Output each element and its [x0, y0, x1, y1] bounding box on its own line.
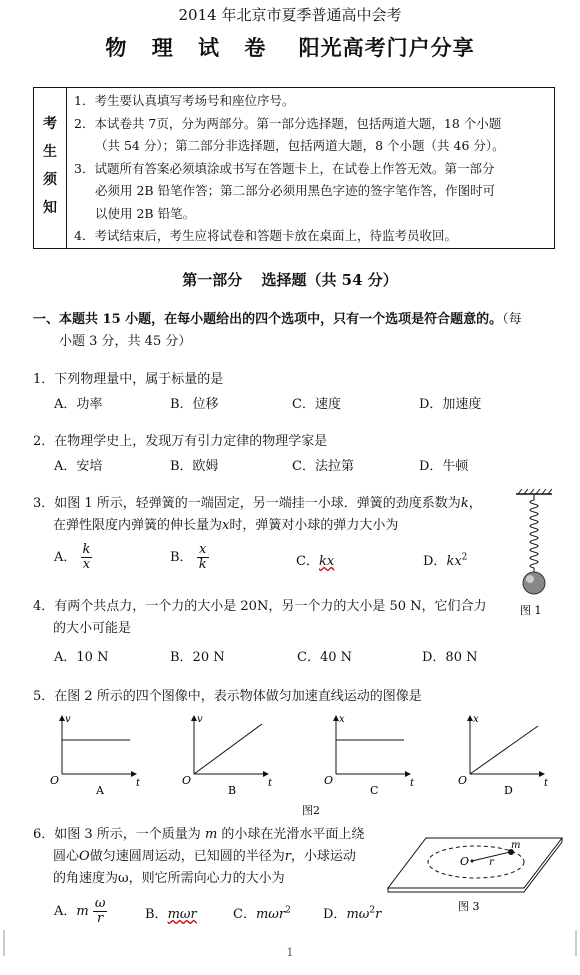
graph-d-xlabel: t: [544, 778, 549, 789]
subject-char: 物: [105, 35, 128, 60]
question-6-stem: [33, 824, 403, 890]
figure-2-caption: 图2: [302, 804, 320, 817]
center-point: [471, 860, 474, 863]
q6-var-m: m: [204, 827, 218, 842]
graph-a-ylabel: v: [65, 714, 71, 725]
q4-option-a[interactable]: A．10 N: [54, 650, 109, 665]
question-2-stem: 2．在物理学史上，发现万有引力定律的物理学家是: [33, 434, 328, 449]
section-title: 选择题（共 54 分）: [261, 271, 398, 289]
graph-b-origin: O: [182, 774, 192, 787]
q6-stem-text: 做匀速圆周运动，已知圆的半径为: [89, 849, 285, 864]
subject-char: 理: [151, 35, 174, 60]
publisher-label: 阳光高考门户分享: [298, 35, 475, 60]
q6-stem-text: 圆心: [53, 849, 80, 864]
q2-option-b[interactable]: B．欧姆: [170, 459, 219, 474]
notice-side-char: 生: [43, 144, 57, 160]
part-one-lead: 一、本题共 15 小题，在每小题给出的四个选项中，只有一个选项是符合题意的。: [33, 312, 503, 327]
figure-3-circular-motion: [386, 832, 566, 916]
q6-var-r: r: [284, 849, 291, 864]
notice-side-char: 考: [43, 116, 57, 132]
notice-line: 1．考生要认真填写考场号和座位序号。: [74, 93, 295, 108]
question-1-options: [0, 393, 580, 413]
question-2-options: [0, 455, 580, 475]
option-letter: C．: [233, 907, 256, 922]
question-6-options: [0, 897, 400, 931]
exponent: 2: [285, 905, 291, 916]
option-expression: kx: [318, 554, 335, 569]
graph-c: [324, 714, 415, 797]
q6-var-o: O: [79, 849, 90, 864]
fraction-denominator: k: [198, 557, 207, 572]
fraction-denominator: x: [82, 557, 91, 572]
notice-line: 2．本试卷共 7页，分为两部分。第一部分选择题，包括两道大题，18 个小题: [74, 115, 502, 131]
option-expression: kx: [446, 554, 462, 569]
option-letter: D．: [423, 554, 447, 569]
exponent: 2: [369, 905, 376, 916]
spring-coil: [530, 494, 538, 572]
q6-stem-text: 的小球在光滑水平面上绕: [221, 827, 365, 842]
graph-c-xlabel: t: [410, 778, 415, 789]
graph-d: [458, 714, 549, 797]
figure-1-caption: 图 1: [520, 604, 542, 617]
notice-items: [74, 90, 550, 248]
q3-option-d[interactable]: [423, 550, 467, 569]
option-letter: A．: [54, 904, 77, 919]
q1-option-b[interactable]: B．位移: [170, 397, 219, 412]
option-expression: mωr: [167, 907, 197, 922]
option-letter: B．: [170, 550, 193, 565]
option-expression: r: [375, 907, 382, 922]
q2-option-d[interactable]: D．牛顿: [419, 459, 469, 474]
graph-b: [182, 714, 273, 797]
fraction: [197, 543, 209, 572]
q6-stem-text: 的角速度为ω，则它所需向心力的大小为: [53, 871, 285, 886]
subject-heading: [0, 32, 580, 62]
q4-option-b[interactable]: B．20 N: [170, 650, 225, 665]
q4-option-d[interactable]: D．80 N: [422, 650, 478, 665]
question-4-options: [0, 646, 580, 666]
horizontal-plane: [388, 838, 562, 888]
exam-title: 2014 年北京市夏季普通高中会考: [178, 6, 402, 24]
graph-d-origin: O: [458, 774, 468, 787]
section-part-label: 第一部分: [182, 271, 243, 289]
question-4-stem: [33, 596, 513, 640]
graph-c-ylabel: x: [339, 714, 345, 725]
page-number: 1: [286, 946, 294, 959]
exponent: 2: [461, 552, 468, 563]
notice-side-char: 知: [43, 200, 57, 216]
notice-line: 必须用 2B 铅笔作答；第二部分必须用黑色字迹的签字笔作答，作图时可: [95, 183, 496, 198]
option-expression: mω: [346, 907, 370, 922]
q4-option-c[interactable]: C．40 N: [297, 650, 352, 665]
q6-option-c[interactable]: [233, 903, 291, 922]
graph-d-letter: D: [504, 784, 513, 797]
graph-a-xlabel: t: [136, 778, 141, 789]
graph-c-letter: C: [370, 784, 379, 797]
notice-line: 3．试题所有答案必须填涂或书写在答题卡上，在试卷上作答无效。第一部分: [74, 160, 495, 176]
part-one-note: 小题 3 分，共 45 分）: [59, 334, 192, 349]
fraction: [81, 543, 93, 572]
part-one-note: （每: [502, 312, 522, 327]
notice-side-label: [34, 88, 67, 248]
graph-a-letter: A: [96, 784, 104, 797]
subject-char: 卷: [244, 35, 267, 60]
question-1-stem: 1．下列物理量中，属于标量的是: [33, 372, 224, 387]
exam-notice-box: [33, 87, 555, 249]
figure-3-caption: 图 3: [458, 900, 480, 913]
option-letter: B．: [145, 907, 168, 922]
option-letter: A．: [54, 550, 77, 565]
figure-2-graphs: [40, 708, 560, 820]
graph-c-origin: O: [324, 774, 334, 787]
graph-d-ylabel: x: [473, 714, 479, 725]
q3-stem-text: 时，弹簧对小球的弹力大小为: [229, 518, 399, 533]
option-expression: mωr: [255, 907, 286, 922]
plane-edge: [388, 838, 562, 892]
option-expression: m: [76, 904, 89, 919]
q3-stem-text: 在弹性限度内弹簧的伸长量为: [53, 518, 223, 533]
fraction-numerator: ω: [94, 896, 106, 911]
notice-side-char: 须: [43, 172, 57, 188]
q4-stem-text: 4．有两个共点力，一个力的大小是 20N，另一个力的大小是 50 N，它们合力: [33, 599, 487, 614]
q3-option-a[interactable]: [54, 543, 92, 572]
question-3-stem: [33, 493, 513, 537]
option-letter: C．: [296, 554, 319, 569]
option-letter: D．: [323, 907, 347, 922]
q3-var-x: x: [222, 518, 230, 533]
q6-option-b[interactable]: [145, 903, 197, 922]
q1-option-a[interactable]: A．功率: [54, 397, 103, 412]
question-5-stem: 5．在图 2 所示的四个图像中，表示物体做匀加速直线运动的图像是: [33, 689, 422, 704]
q6-stem-text: 6．如图 3 所示，一个质量为: [33, 827, 201, 842]
q6-stem-text: ，小球运动: [290, 849, 356, 864]
q3-option-c[interactable]: [296, 550, 334, 569]
ball: [523, 572, 545, 594]
q2-option-a[interactable]: A．安培: [54, 459, 103, 474]
graph-a: [50, 714, 141, 797]
fraction-denominator: r: [97, 911, 104, 926]
fraction-numerator: k: [82, 542, 91, 557]
notice-line: 4．考试结束后，考生应将试卷和答题卡放在桌面上，待监考员收回。: [74, 228, 457, 243]
notice-line: （共 54 分）；第二部分非选择题，包括两道大题，8 个小题（共 46 分）。: [95, 138, 505, 153]
q1-option-d[interactable]: D．加速度: [419, 397, 482, 412]
q3-var-k: k: [460, 496, 469, 511]
q3-stem-text: ，: [468, 496, 482, 511]
figure-1-spring: [510, 488, 558, 628]
fig3-label-o: O: [460, 855, 470, 868]
subject-char: 试: [198, 35, 220, 60]
q4-stem-text: 的大小可能是: [53, 621, 132, 636]
fraction: [93, 897, 108, 926]
graph-b-xlabel: t: [268, 778, 273, 789]
ball-highlight: [526, 575, 534, 583]
q2-option-c[interactable]: C．法拉第: [292, 459, 354, 474]
q1-option-c[interactable]: C．速度: [292, 397, 341, 412]
graph-b-letter: B: [228, 784, 237, 797]
fig3-label-r: r: [489, 857, 494, 868]
q3-stem-text: 3．如图 1 所示，轻弹簧的一端固定，另一端挂一小球．弹簧的劲度系数为: [33, 496, 461, 511]
q6-option-a[interactable]: [54, 897, 107, 926]
q6-option-d[interactable]: [323, 903, 381, 922]
fraction-numerator: x: [197, 543, 209, 558]
section-heading: [0, 269, 580, 290]
graph-a-origin: O: [50, 774, 60, 787]
fig3-label-m: m: [511, 840, 521, 851]
notice-line: 以使用 2B 铅笔。: [95, 205, 196, 221]
question-3-options: [0, 543, 500, 579]
q3-option-b[interactable]: [170, 543, 209, 572]
graph-b-ylabel: v: [197, 714, 203, 725]
part-one-instructions: [33, 309, 563, 353]
